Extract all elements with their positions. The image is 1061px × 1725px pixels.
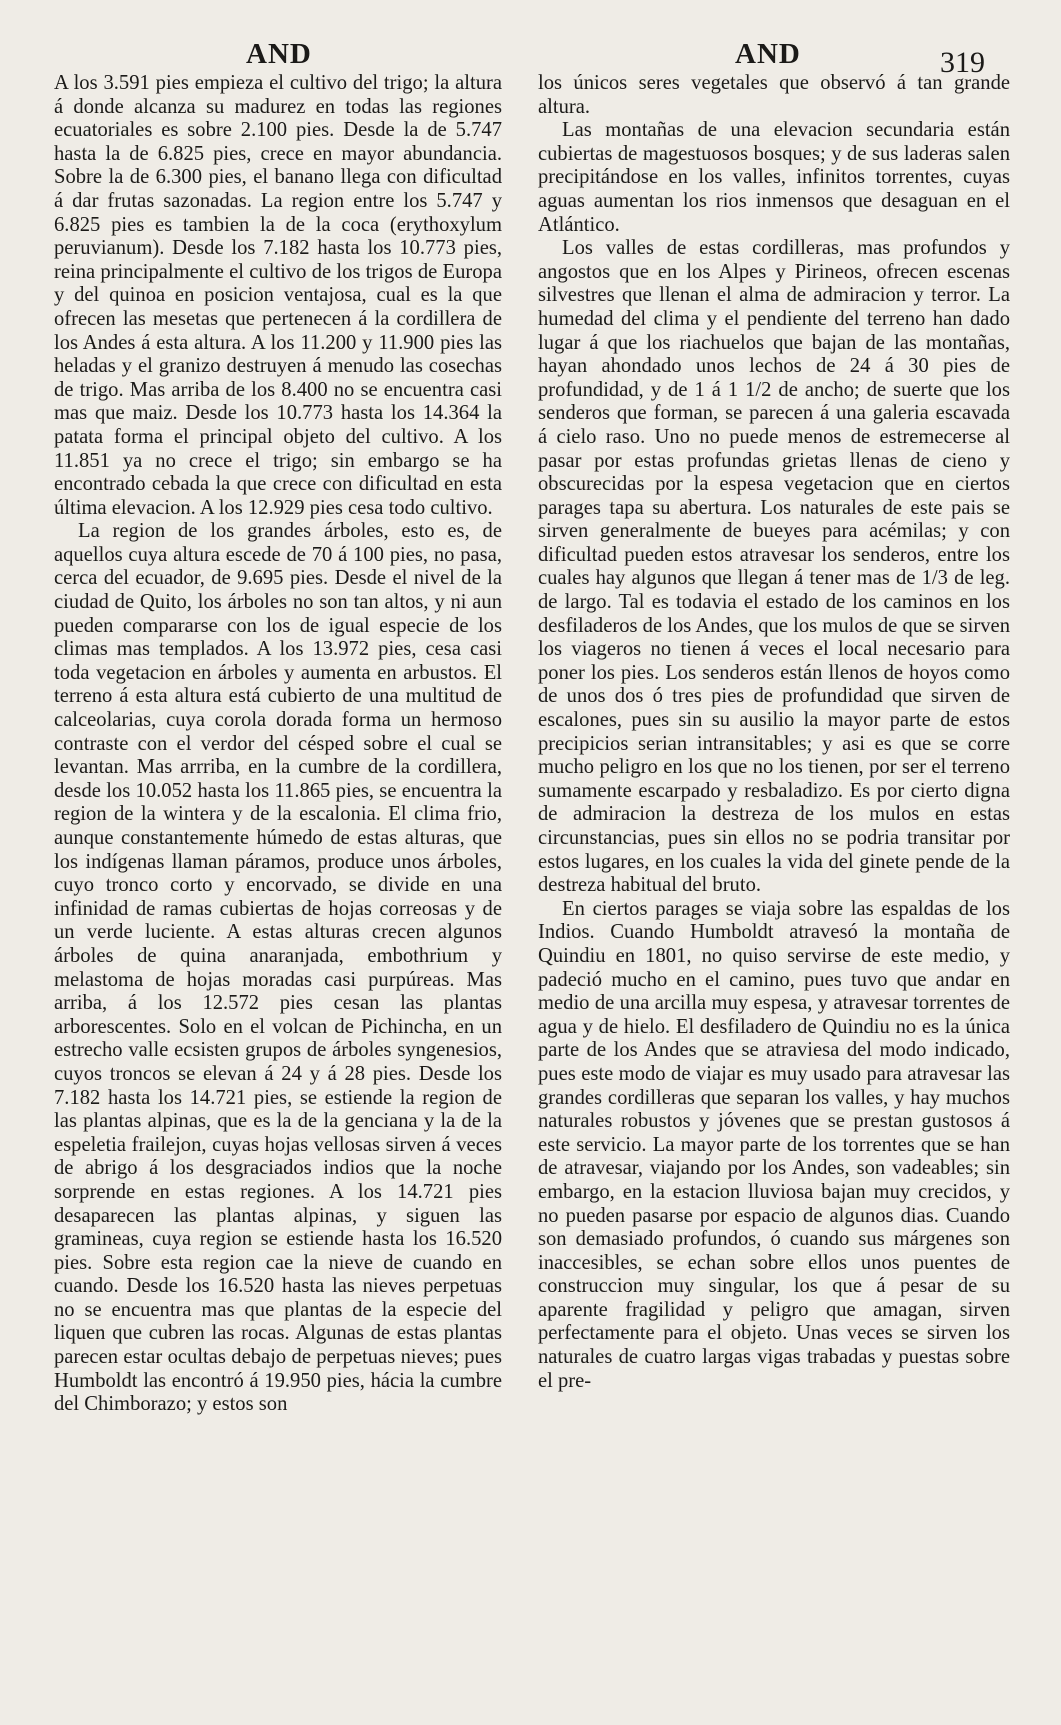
- paragraph: A los 3.591 pies empieza el cultivo del trigo; la altura á donde alcanza su madurez en todas las regiones ecuatoriales es sobre 2.100 pies. Desde la de 5.747 hasta la de 6.825 pies, crece en mayor abundancia. Sobre la de 6.300 pies, el banano llega con dificultad á dar frutas sazonadas. La region entre los 5.747 y 6.825 pies es tambien la de la coca (erythoxylum peruvianum). Desde los 7.182 hasta los 10.773 pies, reina principalmente el cultivo de los trigos de Europa y del quinoa en posicion ventajosa, cual es la que ofrecen las mesetas que pertenecen á la cordillera de los Andes á esta altura. A los 11.200 y 11.900 pies las heladas y el granizo destruyen á menudo las cosechas de trigo. Mas arriba de los 8.400 no se encuentra casi mas que maiz. Desde los 10.773 hasta los 14.364 la patata forma el principal objeto del cultivo. A los 11.851 ya no crece el trigo; sin embargo se ha encontrado cebada la que crece con dificultad en esta última elevacion. A los 12.929 pies cesa todo cultivo.: [54, 72, 502, 519]
- paragraph: Las montañas de una elevacion secundaria están cubiertas de magestuosos bosques; y de sus laderas salen precipitándose en los valles, infinitos torrentes, cuyas aguas aumentan los rios inmensos que desaguan en el Atlántico.: [538, 119, 1010, 236]
- paragraph: Los valles de estas cordilleras, mas profundos y angostos que en los Alpes y Pirineos, ofrecen escenas silvestres que llenan el alma de admiracion y terror. La humedad del clima y el pendiente del terreno han dado lugar á que los riachuelos que bajan de las montañas, hayan ahondado unos lechos de 24 á 30 pies de profundidad, y de 1 á 1 1/2 de ancho; de suerte que los senderos que forman, se parecen á una galeria escavada á cielo raso. Uno no puede menos de estremecerse al pasar por estas profundas grietas llenas de cieno y obscurecidas por la espesa vegetacion que en ciertos parages tapa su abertura. Los naturales de este pais se sirven generalmente de bueyes para acémilas; y con dificultad pueden estos atravesar los senderos, entre los cuales hay algunos que llegan á tener mas de 1/3 de leg. de largo. Tal es todavia el estado de los caminos en los desfiladeros de los Andes, que los mulos de que se sirven los viageros no tienen á veces el local necesario para poner los pies. Los senderos están llenos de hoyos como de unos dos ó tres pies de profundidad que sirven de escalones, pues sin su ausilio la mayor parte de estos precipicios serian intransitables; y asi es que se corre mucho peligro en los que no los tienen, por ser el terreno sumamente escarpado y resbaladizo. Es por cierto digna de admiracion la destreza de los mulos en estas circunstancias, pues sin ellos no se podria transitar por estos lugares, en los cuales la vida del ginete pende de la destreza habitual del bruto.: [538, 237, 1010, 897]
- paragraph: En ciertos parages se viaja sobre las espaldas de los Indios. Cuando Humboldt atravesó la montaña de Quindiu en 1801, no quiso servirse de este medio, y padeció mucho en el camino, pues tuvo que andar en medio de una arcilla muy espesa, y atravesar torrentes de agua y de hielo. El desfiladero de Quindiu no es la única parte de los Andes que se atraviesa del modo indicado, pues este modo de viajar es muy usado para atravesar las grandes cordilleras que separan los valles, y hay muchos naturales robustos y jóvenes que se prestan gustosos á este servicio. La mayor parte de los torrentes que se han de atravesar, viajando por los Andes, son vadeables; sin embargo, en la estacion lluviosa bajan muy crecidos, y no pueden pasarse por espacio de algunos dias. Cuando son demasiado profundos, ó cuando sus márgenes son inaccesibles, se echan sobre ellos unos puentes de construccion muy singular, los que á pesar de su aparente fragilidad y peligro que amagan, sirven perfectamente para el objeto. Unas veces se sirven los naturales de cuatro largas vigas trabadas y puestas sobre el pre-: [538, 897, 1010, 1392]
- page-number: 319: [940, 46, 985, 79]
- left-column: [54, 72, 502, 1417]
- paragraph: La region de los grandes árboles, esto es, de aquellos cuya altura escede de 70 á 100 pies, no pasa, cerca del ecuador, de 9.695 pies. Desde el nivel de la ciudad de Quito, los árboles no son tan altos, y ni aun pueden compararse con los de igual especie de los climas mas templados. A los 13.972 pies, cesa casi toda vegetacion en árboles y aumenta en arbustos. El terreno á esta altura está cubierto de una multitud de calceolarias, cuya corola dorada forma un hermoso contraste con el verdor del césped sobre el cual se levantan. Mas arrriba, en la cumbre de la cordillera, desde los 10.052 hasta los 11.865 pies, se encuentra la region de la wintera y de la escalonia. El clima frio, aunque constantemente húmedo de estas alturas, que los indígenas llaman páramos, produce unos árboles, cuyo tronco corto y encorvado, se divide en una infinidad de ramas cubiertas de hojas correosas y de un verde luciente. A estas alturas crecen algunos árboles de quina anaranjada, embothrium y melastoma de hojas moradas casi purpúreas. Mas arriba, á los 12.572 pies cesan las plantas arborescentes. Solo en el volcan de Pichincha, en un estrecho valle ecsisten grupos de árboles syngenesios, cuyos troncos se elevan á 24 y á 28 pies. Desde los 7.182 hasta los 14.721 pies, se estiende la region de las plantas alpinas, que es la de la genciana y la de la espeletia frailejon, cuyas hojas vellosas sirven á veces de abrigo á los desgraciados indios que la noche sorprende en estas regiones. A los 14.721 pies desaparecen las plantas alpinas, y siguen las gramineas, cuya region se estiende hasta los 16.520 pies. Sobre esta region cae la nieve de cuando en cuando. Desde los 16.520 hasta las nieves perpetuas no se encuentra mas que plantas de la especie del liquen que cubren las rocas. Algunas de estas plantas parecen estar ocultas debajo de perpetuas nieves; pues Humboldt las encontró á 19.950 pies, hácia la cumbre del Chimborazo; y estos son: [54, 520, 502, 1416]
- paragraph: los únicos seres vegetales que observó á tan grande altura.: [538, 72, 1010, 118]
- right-column: [538, 72, 1010, 1393]
- left-guide-word: AND: [246, 38, 312, 70]
- right-guide-word: AND: [735, 38, 801, 70]
